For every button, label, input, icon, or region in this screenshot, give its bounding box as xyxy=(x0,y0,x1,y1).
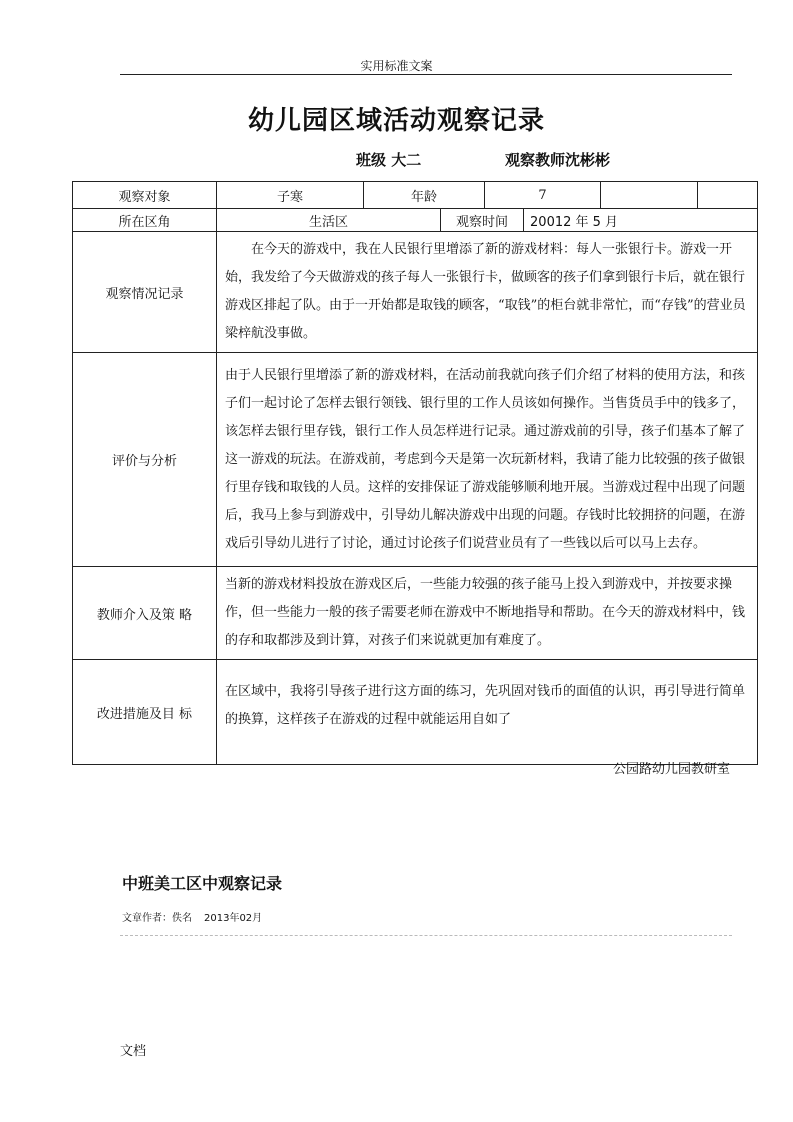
intervention-label: 教师介入及策 略 xyxy=(73,567,217,660)
subject-value: 子寒 xyxy=(217,182,364,209)
table-row xyxy=(73,232,758,353)
article-date: 2013年02月 xyxy=(204,913,263,924)
article-author: 文章作者：佚名 xyxy=(122,913,192,924)
record-label: 观察情况记录 xyxy=(73,232,217,353)
observer-label: 观察教师沈彬彬 xyxy=(505,151,611,169)
observation-table xyxy=(72,181,758,765)
article-title: 中班美工区中观察记录 xyxy=(122,874,283,893)
table-row xyxy=(73,209,758,232)
record-text: 在今天的游戏中，我在人民银行里增添了新的游戏材料：每人一张银行卡。游戏一开始，我发给了今天做游戏的孩子每人一张银行卡，做顾客的孩子们拿到银行卡后，就在银行游戏区排起了队。由于一开始都是取钱的顾客，“取钱”的柜台就非常忙，而“存钱”的营业员梁梓航没事做。 xyxy=(225,242,746,341)
table-row xyxy=(73,567,758,660)
intervention-text: 当新的游戏材料投放在游戏区后，一些能力较强的孩子能马上投入到游戏中，并按要求操作，但一些能力一般的孩子需要老师在游戏中不断地指导和帮助。在今天的游戏材料中，钱的存和取都涉及到计算，对孩子们来说就更加有难度了。 xyxy=(225,577,746,648)
footer-organization: 公园路幼儿园教研室 xyxy=(612,762,730,777)
dashed-divider xyxy=(120,935,732,936)
age-label: 年龄 xyxy=(364,182,485,209)
page-footer: 文档 xyxy=(120,1044,147,1059)
table-row xyxy=(73,353,758,567)
area-label: 所在区角 xyxy=(73,209,217,232)
time-label: 观察时间 xyxy=(441,209,524,232)
header-divider xyxy=(120,74,732,75)
time-value: 20012 年 5 月 xyxy=(524,209,758,232)
table-row xyxy=(73,182,758,209)
age-value: 7 xyxy=(485,182,601,209)
table-row xyxy=(73,660,758,765)
improvement-text: 在区域中，我将引导孩子进行这方面的练习，先巩固对钱币的面值的认识，再引导进行简单的换算，这样孩子在游戏的过程中就能运用自如了 xyxy=(225,684,746,727)
analysis-label: 评价与分析 xyxy=(73,353,217,567)
blank-cell xyxy=(601,182,698,209)
subject-label: 观察对象 xyxy=(73,182,217,209)
page-title: 幼儿园区域活动观察记录 xyxy=(247,106,545,136)
page-header: 实用标准文案 xyxy=(360,59,433,73)
article-meta xyxy=(122,909,262,924)
class-label: 班级 大二 xyxy=(356,151,422,169)
improvement-label: 改进措施及目 标 xyxy=(73,660,217,765)
blank-cell xyxy=(698,182,758,209)
analysis-text: 由于人民银行里增添了新的游戏材料，在活动前我就向孩子们介绍了材料的使用方法，和孩子们一起讨论了怎样去银行领钱、银行里的工作人员该如何操作。当售货员手中的钱多了，该怎样去银行里存钱，银行工作人员怎样进行记录。通过游戏前的引导，孩子们基本了解了这一游戏的玩法。在游戏前，考虑到今天是第一次玩新材料，我请了能力比较强的孩子做银行里存钱和取钱的人员。这样的安排保证了游戏能够顺利地开展。当游戏过程中出现了问题后，我马上参与到游戏中，引导幼儿解决游戏中出现的问题。存钱时比较拥挤的问题，在游戏后引导幼儿进行了讨论，通过讨论孩子们说营业员有了一些钱以后可以马上去存。 xyxy=(225,367,746,551)
area-value: 生活区 xyxy=(217,209,441,232)
